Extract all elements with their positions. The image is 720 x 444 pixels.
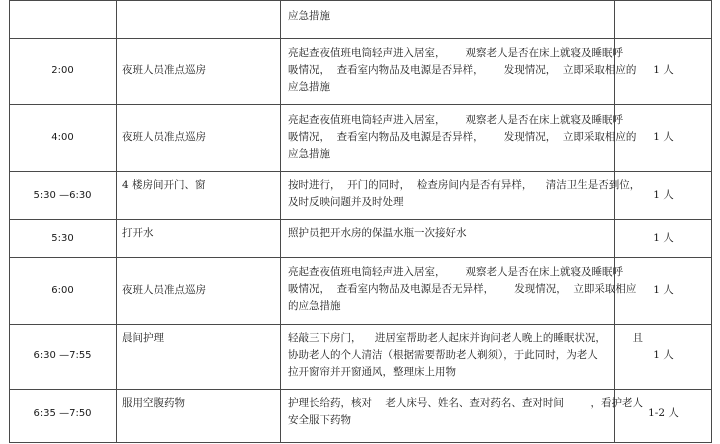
row-desc-line: 按时进行， 开门的同时， 检查房间内是否有异样， 清洁卫生是否到位， [288, 179, 641, 191]
row-desc-line: 吸情况， 查看室内物品及电源是否异样， 发现情况， 立即采取相应的 [288, 64, 637, 76]
row-desc [282, 177, 641, 211]
row-desc-line: 吸情况， 查看室内物品及电源是否异样， 发现情况， 立即采取相应的 [288, 131, 637, 143]
row-desc-line: 照护员把开水房的保温水瓶一次接好水 [288, 227, 467, 239]
row-desc-line: 亮起查夜值班电筒轻声进入居室， 观察老人是否在床上就寝及睡眠呼 [288, 47, 624, 59]
row-desc-line: 应急措施 [288, 148, 330, 160]
row-item: 夜班人员准点巡房 [122, 131, 206, 143]
row-desc-line: 安全服下药物 [288, 414, 351, 426]
row-staff: 1 人 [653, 284, 674, 296]
row-staff: 1-2 人 [648, 407, 679, 419]
row-desc-line: 亮起查夜值班电筒轻声进入居室， 观察老人是否在床上就寝及睡眠呼 [288, 266, 624, 278]
table-row [282, 8, 614, 25]
row-staff: 1 人 [653, 64, 674, 76]
row-desc [282, 225, 614, 242]
row-desc-line: 吸情况， 查看室内物品及电源是否无异样， 发现情况， 立即采取相应 [288, 283, 637, 295]
row-item: 服用空腹药物 [122, 397, 185, 409]
row-desc [282, 45, 637, 96]
row-staff: 1 人 [653, 131, 674, 143]
row-time: 5:30 [51, 233, 74, 244]
row-time: 6:30 —7:55 [33, 350, 92, 361]
row-item: 夜班人员准点巡房 [122, 64, 206, 76]
row-item: 打开水 [122, 227, 154, 239]
row-desc [282, 395, 644, 429]
row-time: 6:00 [51, 285, 74, 296]
row-staff: 1 人 [653, 349, 674, 361]
row-time: 4:00 [51, 132, 74, 143]
row-time: 6:35 —7:50 [33, 408, 92, 419]
row-time: 2:00 [51, 65, 74, 76]
row-desc-line: 应急措施 [288, 10, 330, 22]
row-item: 晨间护理 [122, 332, 164, 344]
row-desc-line: 拉开窗帘并开窗通风，整理床上用物 [288, 366, 456, 378]
row-desc-line: 协助老人的个人清洁（根据需要帮助老人剃须），于此同时，为老人 [288, 349, 598, 361]
row-item: 4 楼房间开门、窗 [122, 179, 206, 191]
row-item: 夜班人员准点巡房 [122, 284, 206, 296]
row-desc [282, 330, 644, 381]
row-desc-line: 护理长给药，核对 老人床号、姓名、查对药名、查对时间 ，看护老人 [288, 397, 644, 409]
row-time: 5:30 —6:30 [33, 190, 92, 201]
row-desc [282, 264, 637, 315]
row-desc-line: 及时反映问题并及时处理 [288, 196, 404, 208]
row-desc-line: 亮起查夜值班电筒轻声进入居室， 观察老人是否在床上就寝及睡眠呼 [288, 114, 624, 126]
row-desc-line: 应急措施 [288, 81, 330, 93]
row-staff: 1 人 [653, 232, 674, 244]
row-desc-line: 轻敲三下房门， 进居室帮助老人起床并询问老人晚上的睡眠状况， 且 [288, 332, 644, 344]
row-desc [282, 112, 637, 163]
row-desc-line: 的应急措施 [288, 300, 341, 312]
row-staff: 1 人 [653, 189, 674, 201]
